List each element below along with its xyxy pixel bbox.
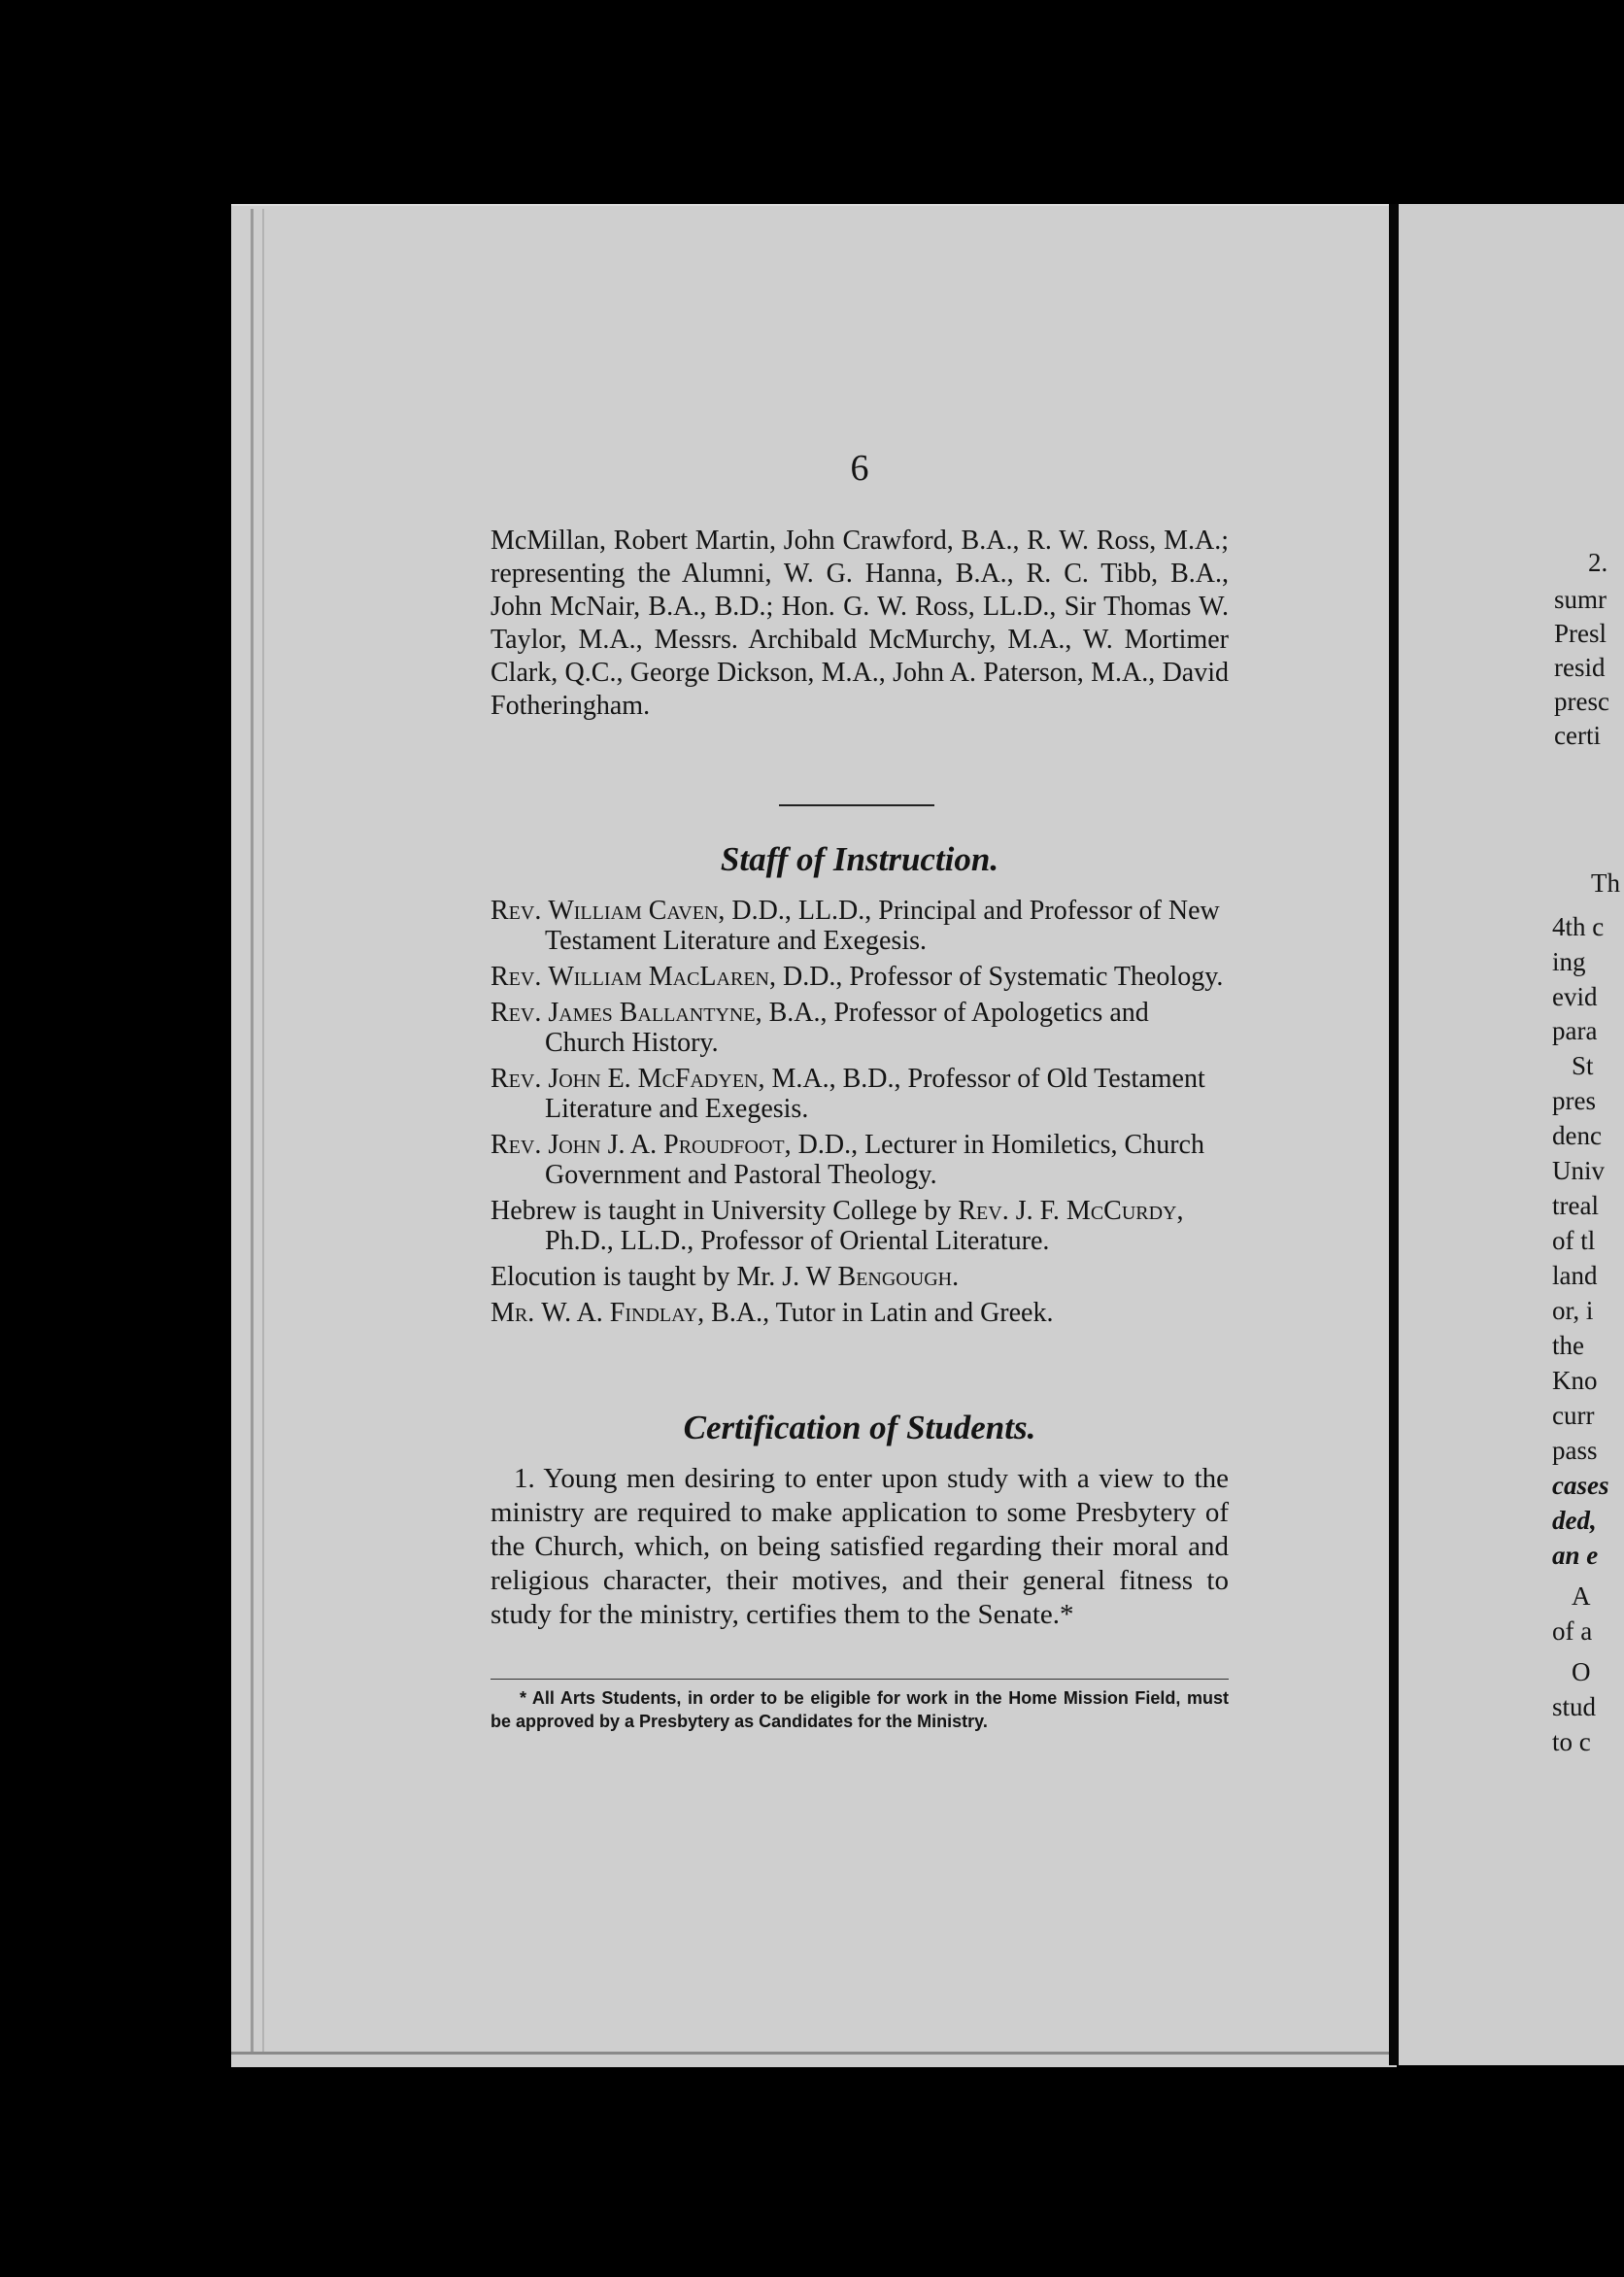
staff-name: John E. McFadyen [548,1064,759,1094]
staff-name: John J. A. Proudfoot [548,1130,785,1160]
staff-name: William Caven [548,896,719,926]
tutor-entry: Mr. W. A. Findlay, B.A., Tutor in Latin and Greek. [491,1298,1054,1328]
right-fragment: cases [1552,1471,1609,1500]
hebrew-entry: Hebrew is taught in University College by Rev. J. F. McCurdy, Ph.D., LL.D., Professor of Oriental Literature. [491,1196,1184,1256]
right-fragment: of a [1552,1616,1593,1646]
footnote-rule [491,1679,1229,1680]
right-fragment: an e [1552,1541,1599,1570]
right-fragment: ing [1552,947,1586,976]
right-fragment: curr [1552,1401,1595,1430]
staff-entry: Rev. James Ballantyne, B.A., Professor of Apologetics and Church History. [491,998,1149,1058]
right-fragment: St [1572,1051,1594,1080]
trustees-paragraph: McMillan, Robert Martin, John Crawford, B.A., R. W. Ross, M.A.; representing the Alumni, W. G. Hanna, B.A., R. C. Tibb, B.A., John McNair, B.A., B.D.; Hon. G. W. Ross, LL.D., Sir Thomas W. Taylor, M.A., Messrs. Archibald McMurchy, M.A., W. Mortimer Clark, Q.C., George Dickson, M.A., John A. Paterson, M.A., David Fotheringham. [491,526,1229,721]
right-fragment: 4th c [1552,912,1605,941]
elocution-entry: Elocution is taught by Mr. J. W Bengough. [491,1262,960,1292]
right-fragment: Univ [1552,1156,1605,1185]
right-fragment: certi [1554,721,1601,750]
book-gutter [1389,204,1399,2065]
right-fragment: evid [1552,982,1598,1011]
staff-name: William MacLaren [548,962,769,992]
right-fragment: Kno [1552,1366,1598,1395]
right-fragment: or, i [1552,1296,1594,1325]
right-fragment: O [1572,1657,1591,1686]
page-edge [251,209,254,2055]
right-fragment: Th [1591,868,1620,898]
right-fragment: to c [1552,1727,1591,1756]
staff-entry: Rev. William Caven, D.D., LL.D., Principal and Professor of New Testament Literature and Exegesis. [491,896,1220,956]
page-edge [231,2052,1397,2055]
right-fragment: sumr [1554,585,1607,614]
staff-name: W. A. Findlay [541,1298,698,1328]
right-fragment: the [1552,1331,1584,1360]
staff-list [491,896,1229,1334]
staff-name: James Ballantyne [548,998,756,1028]
page-number: 6 [850,448,869,489]
certification-heading: Certification of Students. [683,1409,1036,1446]
right-fragment: ded, [1552,1506,1597,1535]
right-fragment: treal [1552,1191,1599,1220]
staff-name: Bengough [837,1262,953,1292]
staff-entry: Rev. John J. A. Proudfoot, D.D., Lecturer in Homiletics, Church Government and Pastoral Theology. [491,1130,1204,1190]
section-rule [779,804,934,806]
right-fragment: pass [1552,1436,1598,1465]
right-fragment: denc [1552,1121,1602,1150]
right-fragment: stud [1552,1692,1597,1721]
staff-name: Rev. J. F. McCurdy [958,1196,1177,1226]
right-fragment: para [1552,1016,1598,1045]
footnote: * All Arts Students, in order to be eligible for work in the Home Mission Field, must be approved by a Presbytery as Candidates for the Ministry. [491,1688,1229,1731]
page-edge [262,209,264,2055]
right-fragment: land [1552,1261,1598,1290]
certification-paragraph: 1. Young men desiring to enter upon study with a view to the ministry are required to make application to some Presbytery of the Church, which, on being satisfied regarding their moral and religious character, their motives, and their general fitness to study for the ministry, certifies them to the Senate.* [491,1463,1229,1630]
right-fragment: of tl [1552,1226,1596,1255]
right-page [1399,204,1624,2065]
right-fragment: presc [1554,687,1609,716]
right-fragment: pres [1552,1086,1596,1115]
staff-entry: Rev. William MacLaren, D.D., Professor of Systematic Theology. [491,962,1224,992]
staff-entry: Rev. John E. McFadyen, M.A., B.D., Professor of Old Testament Literature and Exegesis. [491,1064,1205,1124]
right-fragment: resid [1554,653,1606,682]
right-fragment: 2. [1588,548,1608,577]
staff-heading: Staff of Instruction. [720,840,999,878]
right-fragment: Presl [1554,619,1607,648]
right-fragment: A [1572,1581,1591,1611]
